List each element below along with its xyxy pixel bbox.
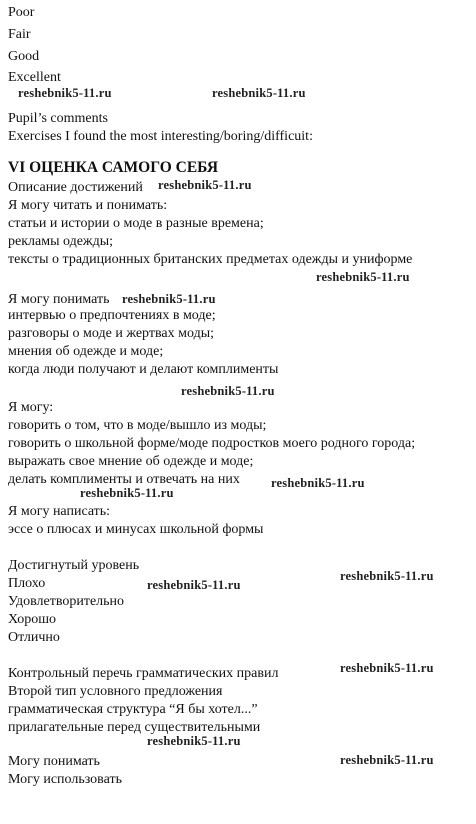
level-item: Отлично (8, 630, 60, 645)
watermark-text: reshebnik5-11.ru (212, 86, 306, 100)
level-title: Достигнутый уровень (8, 558, 140, 573)
read-intro: Я могу читать и понимать: (8, 198, 168, 213)
exercises-prompt: Exercises I found the most interesting/boring/difficuit: (8, 129, 313, 144)
understand-intro: Я могу понимать (8, 292, 110, 307)
grammar-item: грамматическая структура “Я бы хотел...” (8, 702, 258, 717)
write-intro: Я могу написать: (8, 504, 111, 519)
level-item: Удовлетворительно (8, 594, 125, 609)
understand-item: когда люди получают и делают комплименты (8, 362, 279, 377)
watermark-text: reshebnik5-11.ru (80, 486, 174, 500)
watermark-text: reshebnik5-11.ru (147, 734, 241, 748)
read-item: рекламы одежды; (8, 234, 114, 249)
watermark-text: reshebnik5-11.ru (18, 86, 112, 100)
pupils-comments-title: Pupil’s comments (8, 111, 108, 126)
final-item: Могу понимать (8, 754, 100, 769)
rating-excellent: Excellent (8, 70, 61, 85)
can-item: выражать свое мнение об одежде и моде; (8, 454, 254, 469)
watermark-text: reshebnik5-11.ru (271, 476, 365, 490)
rating-good: Good (8, 49, 40, 64)
watermark-text: reshebnik5-11.ru (147, 578, 241, 592)
level-item: Хорошо (8, 612, 57, 627)
rating-fair: Fair (8, 27, 31, 42)
grammar-item: прилагательные перед существительными (8, 720, 261, 735)
final-item: Могу использовать (8, 772, 122, 787)
write-item: эссе о плюсах и минусах школьной формы (8, 522, 264, 537)
read-item: статьи и истории о моде в разные времена; (8, 216, 264, 231)
grammar-title: Контрольный перечь грамматических правил (8, 666, 279, 681)
section-heading: VI ОЦЕНКА САМОГО СЕБЯ (8, 159, 219, 176)
watermark-text: reshebnik5-11.ru (181, 384, 275, 398)
watermark-text: reshebnik5-11.ru (122, 292, 216, 306)
understand-item: разговоры о моде и жертвах моды; (8, 326, 214, 341)
can-item: говорить о том, что в моде/вышло из моды; (8, 418, 267, 433)
can-item: делать комплименты и отвечать на них (8, 472, 240, 487)
read-item: тексты о традиционных британских предметах одежды и униформе (8, 252, 413, 267)
watermark-text: reshebnik5-11.ru (316, 270, 410, 284)
grammar-item: Второй тип условного предложения (8, 684, 223, 699)
can-item: говорить о школьной форме/моде подростков моего родного города; (8, 436, 416, 451)
rating-poor: Poor (8, 5, 35, 20)
understand-item: мнения об одежде и моде; (8, 344, 164, 359)
watermark-text: reshebnik5-11.ru (340, 661, 434, 675)
can-intro: Я могу: (8, 400, 54, 415)
watermark-text: reshebnik5-11.ru (158, 178, 252, 192)
watermark-text: reshebnik5-11.ru (340, 753, 434, 767)
level-item: Плохо (8, 576, 46, 591)
watermark-text: reshebnik5-11.ru (340, 569, 434, 583)
achievements-label: Описание достижений (8, 180, 143, 195)
understand-item: интервью о предпочтениях в моде; (8, 308, 216, 323)
